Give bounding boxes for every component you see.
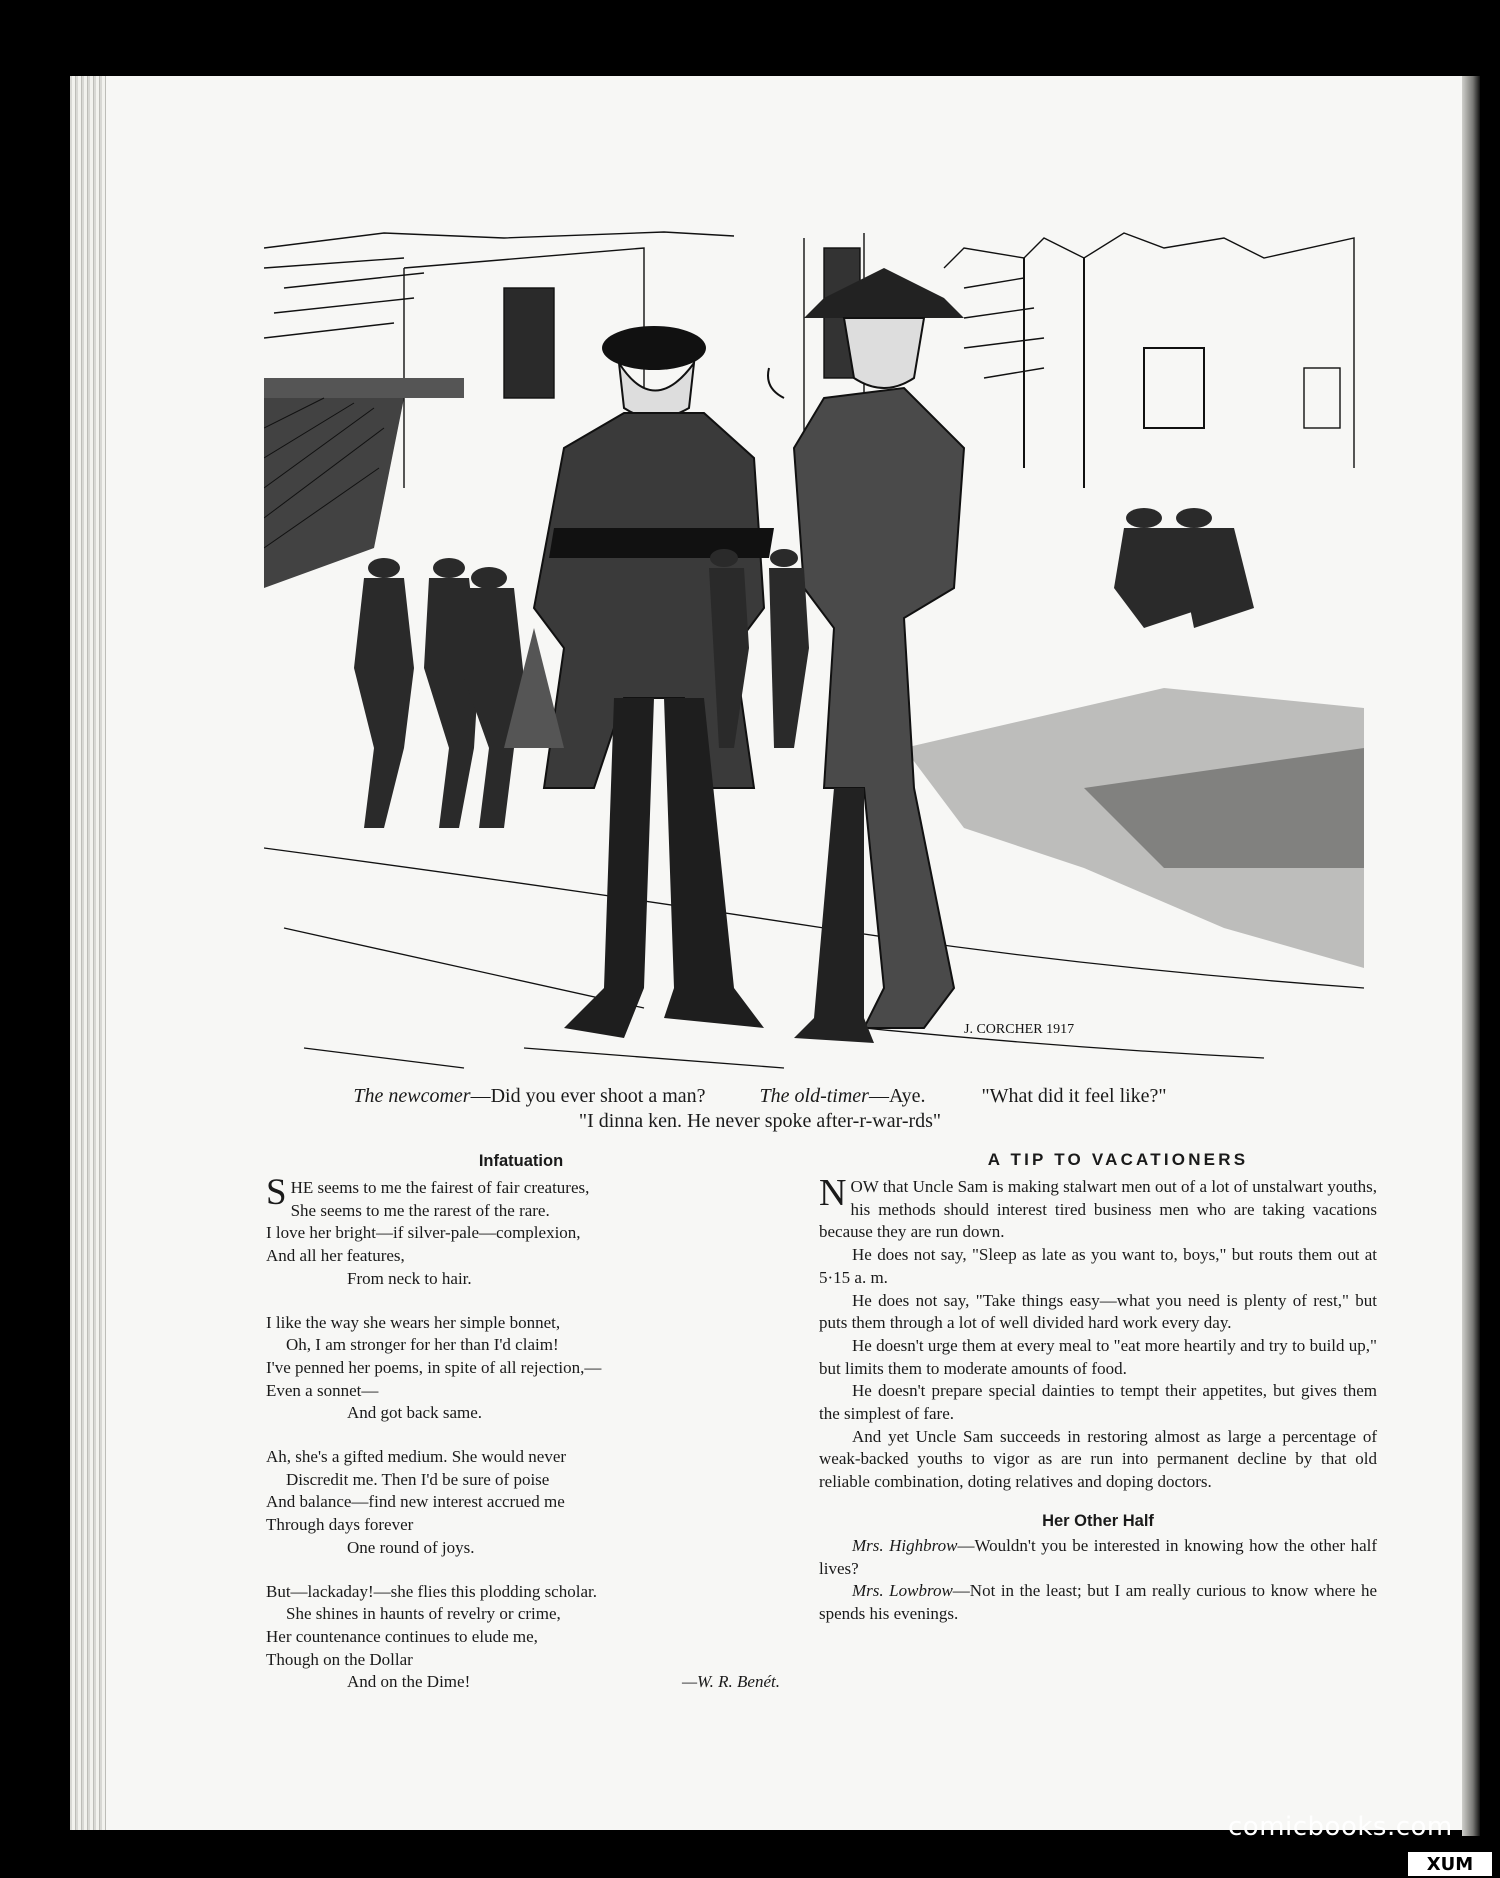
poem-title: Infatuation [478,1152,564,1170]
other-half-paragraph-1: Mrs. Highbrow—Wouldn't you be interested in knowing how the other half lives? [819,1535,1378,1578]
poem-drop-cap: S [266,1172,287,1213]
article-paragraph: He does not say, "Take things easy—what you need is plenty of rest," but puts them through a lot of well divided hard work every day. [819,1290,1377,1333]
poem-line: From neck to hair. [347,1268,472,1288]
poem-line: I like the way she wears her simple bonnet, [266,1312,561,1332]
poem-line: One round of joys. [347,1537,475,1557]
poem-stanza-4 [266,1581,780,1695]
article-paragraph: NOW that Uncle Sam is making stalwart men out of a lot of unstalwart youths, his methods should interest tired business men who are taking vacations because they are run down. [819,1172,1377,1242]
poem-line: Through days forever [266,1515,414,1535]
watermark-brand: comicbooks.com [1228,1812,1453,1842]
marching-soldiers [354,558,524,828]
poem-column [266,1152,780,1715]
article-paragraph: He does not say, "Sleep as late as you want to, boys," but routs them out at 5·15 a. m. [819,1245,1377,1287]
caption-speaker-newcomer: The newcomer [353,1085,471,1107]
cartoon-caption [260,1084,1260,1134]
poem-line: Oh, I am stronger for her than I'd claim! [286,1335,559,1355]
artist-signature: J. CORCHER 1917 [964,1022,1075,1037]
speaker-lowbrow: Mrs. Lowbrow [852,1581,953,1601]
poem-line: And all her features, [266,1246,405,1266]
caption-line-2: "I dinna ken. He never spoke after-r-war-rds" [578,1110,942,1132]
page-curl [1462,76,1480,1836]
poem-line: She seems to me the rarest of the rare. [290,1200,550,1220]
cartoon-illustration [264,228,1364,1080]
other-half-title: Her Other Half [1042,1511,1154,1530]
article-title: A TIP TO VACATIONERS [987,1150,1249,1169]
other-half-paragraph-2: Mrs. Lowbrow—Not in the least; but I am really curious to know where he spends his evenings. [819,1581,1377,1623]
poem-line: She shines in haunts of revelry or crime, [286,1604,561,1624]
poem-stanza-1 [266,1172,776,1291]
poem-line: Ah, she's a gifted medium. She would never [266,1447,567,1467]
article-column [819,1150,1377,1626]
caption-speaker-oldtimer: The old-timer [759,1085,869,1107]
poem-line: And balance—find new interest accrued me [266,1492,565,1512]
caption-question: —Did you ever shoot a man? [470,1085,706,1107]
poem-line: Though on the Dollar [266,1649,413,1669]
awning [264,378,464,398]
poem-line: But—lackaday!—she flies this plodding scholar. [266,1581,597,1601]
article-drop-cap: N [819,1172,847,1214]
page-binding-edge [70,76,106,1830]
caption-answer: —Aye. [868,1085,926,1107]
poem-line: HE seems to me the fairest of fair creatures, [290,1178,590,1197]
poem-line: I love her bright—if silver-pale—complexion, [266,1223,581,1243]
poem-line: Her countenance continues to elude me, [266,1626,538,1646]
article-paragraph: And yet Uncle Sam succeeds in restoring almost as large a percentage of weak-backed youths to vigor as are run into permanent decline by that old reliable combination, doting relatives and doping doctors. [819,1426,1377,1492]
poem-line: I've penned her poems, in spite of all rejection,— [266,1357,602,1377]
poem-line: Discredit me. Then I'd be sure of poise [286,1469,550,1489]
speaker-highbrow: Mrs. Highbrow [852,1535,958,1555]
poem-line: And on the Dime! [347,1672,471,1692]
poem-stanza-2 [266,1312,776,1426]
poem-author: —W. R. Benét. [681,1672,780,1692]
article-paragraph: He doesn't prepare special dainties to tempt their appetites, but gives them the simplest of fare. [819,1381,1377,1424]
article-paragraph: He doesn't urge them at every meal to "eat more heartily and try to build up," but limits them to moderate amounts of food. [819,1335,1377,1378]
grass-patches [904,688,1364,968]
poem-stanza-3 [266,1446,776,1560]
poem-line: Even a sonnet— [266,1380,379,1400]
caption-followup: "What did it feel like?" [981,1085,1167,1107]
poem-line: And got back same. [347,1403,483,1423]
watermark-tag: XUM [1408,1852,1492,1876]
caption-line-1 [260,1084,1260,1109]
